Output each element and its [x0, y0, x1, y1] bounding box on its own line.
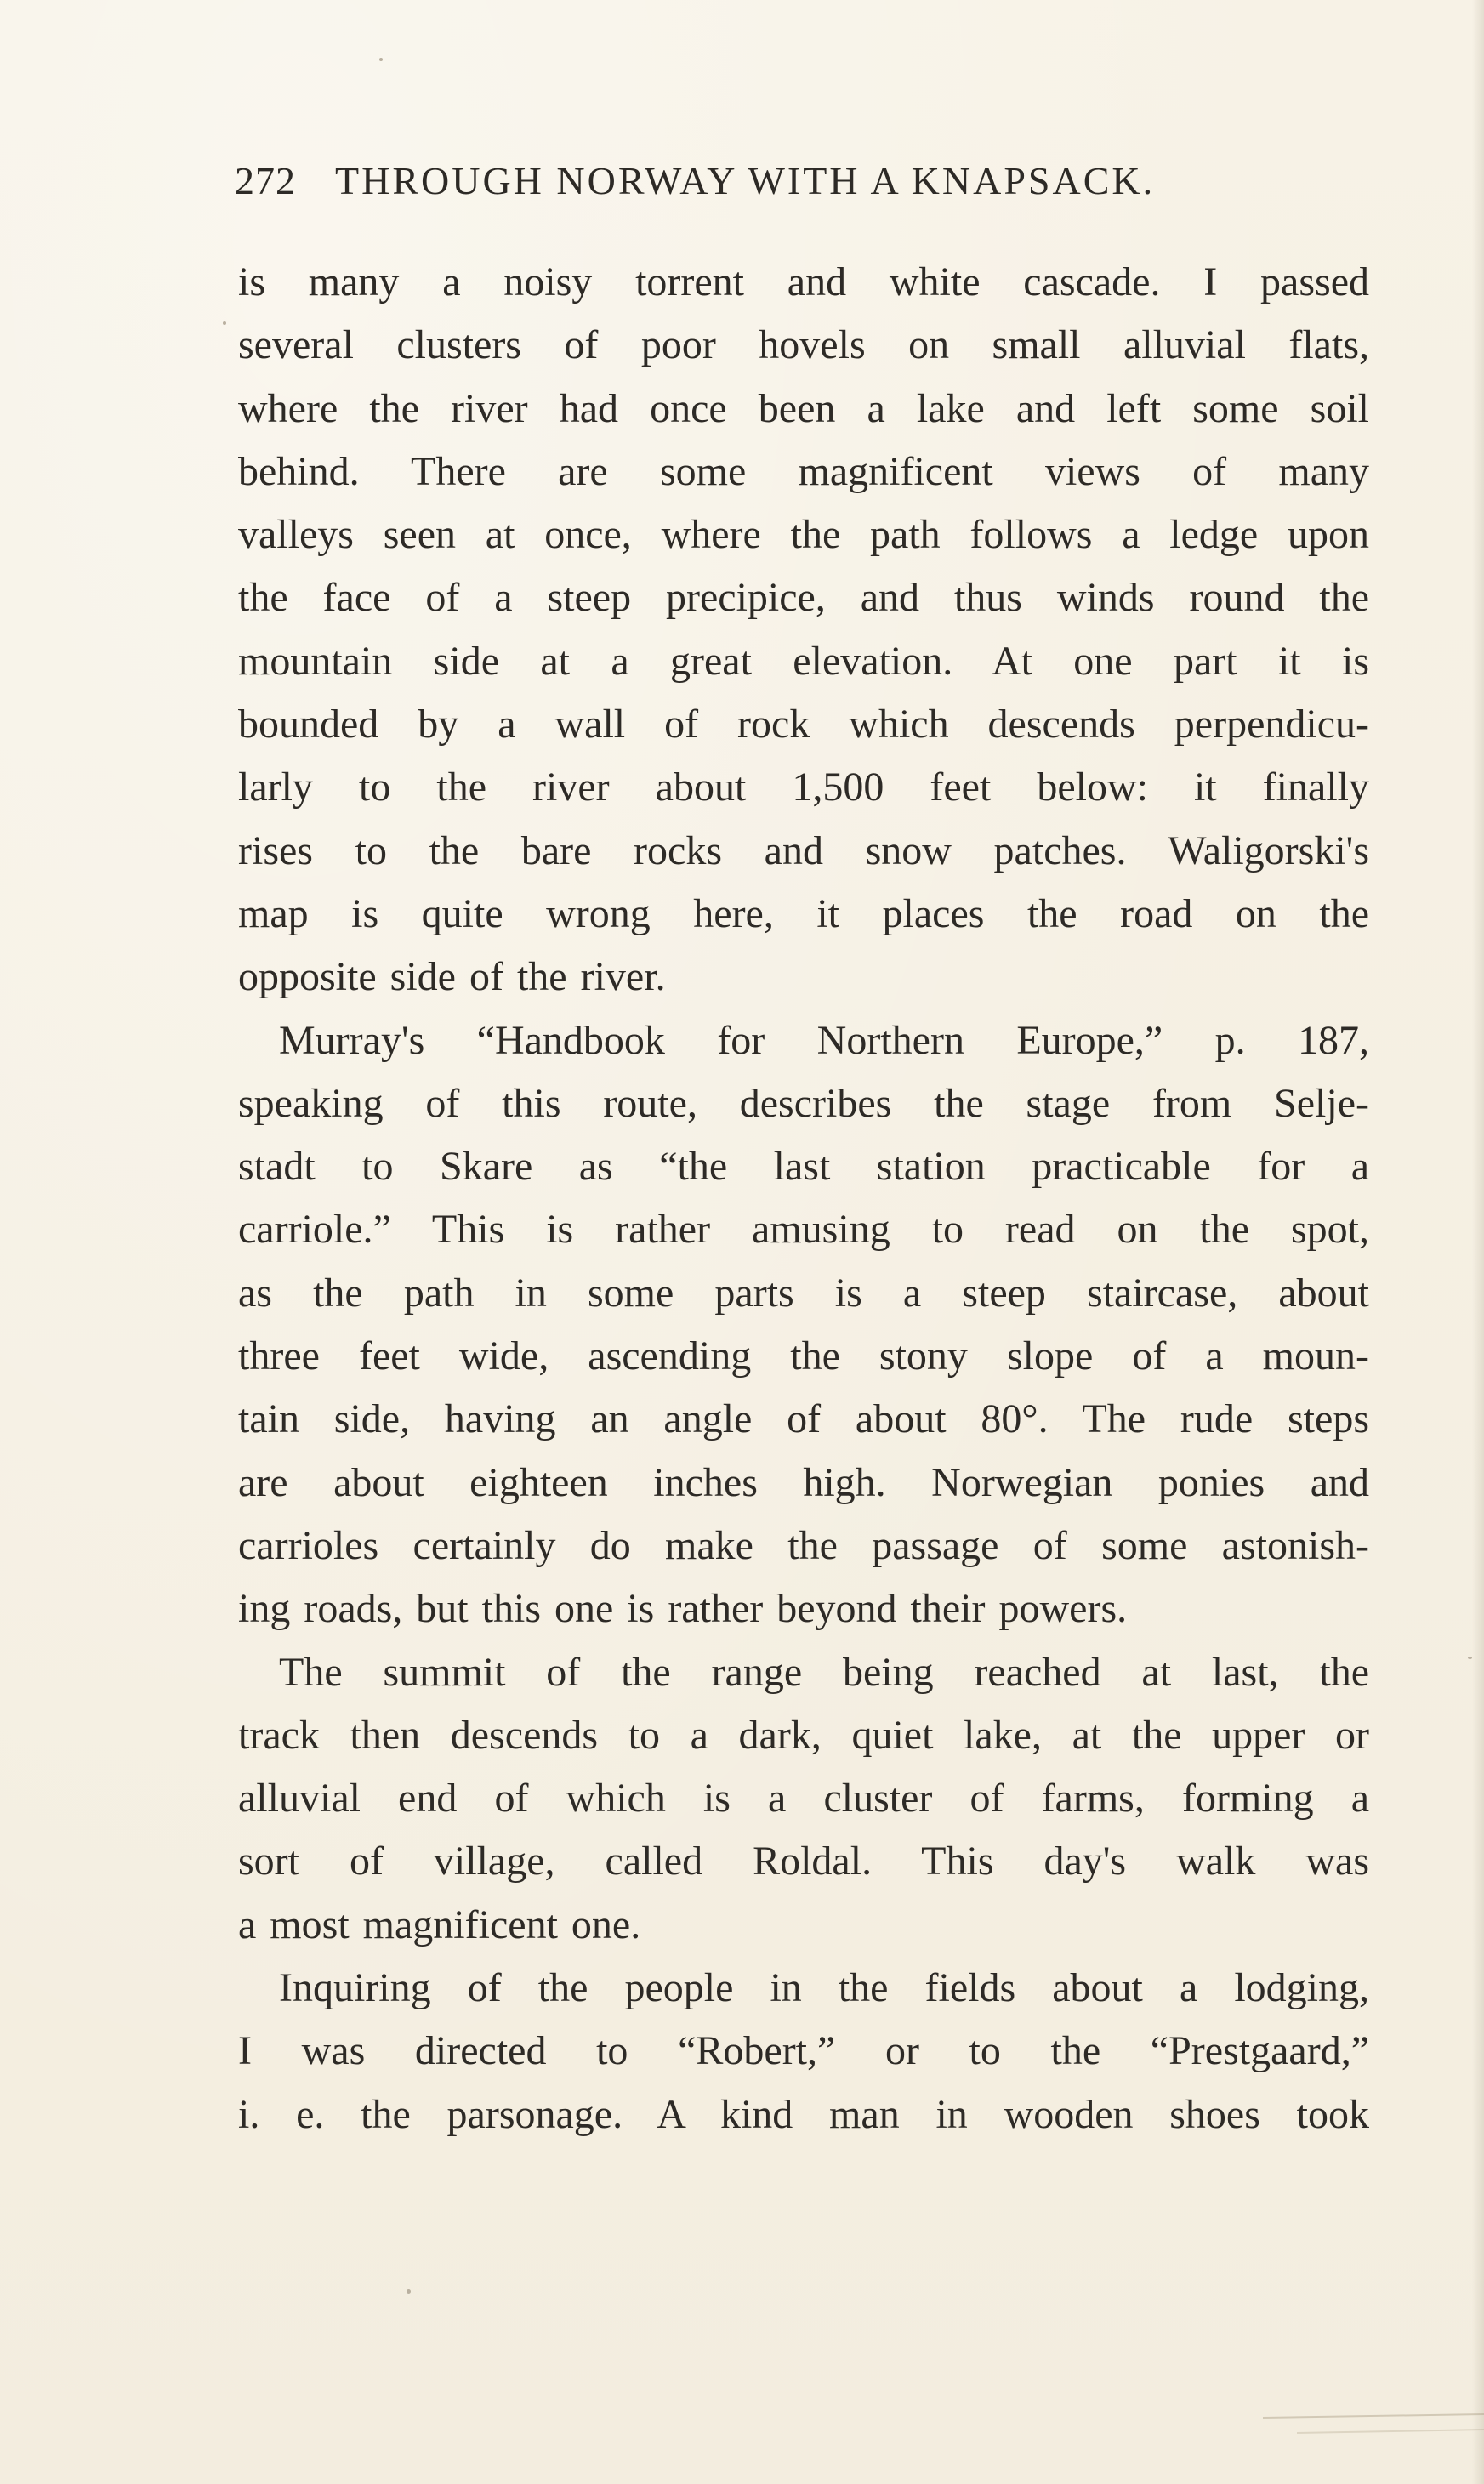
text-line-15: stadt to Skare as “the last station practicable for a — [238, 1144, 1369, 1190]
text-line-16: carriole.” This is rather amusing to read on the spot, — [238, 1207, 1369, 1253]
text-line-23: The summit of the range being reached at last, the — [279, 1649, 1369, 1695]
text-line-30: i. e. the parsonage. A kind man in wooden shoes took — [238, 2091, 1369, 2137]
text-line-29: I was directed to “Robert,” or to the “Prestgaard,” — [238, 2028, 1369, 2074]
text-line-2: several clusters of poor hovels on small alluvial flats, — [238, 322, 1369, 368]
paper-speck — [223, 321, 226, 325]
text-line-5: valleys seen at once, where the path follows a ledge upon — [238, 512, 1369, 558]
text-line-27: a most magnificent one. — [238, 1901, 641, 1947]
text-line-26: sort of village, called Roldal. This day's walk was — [238, 1839, 1369, 1884]
text-line-21: carrioles certainly do make the passage of some astonish- — [238, 1522, 1369, 1568]
text-line-18: three feet wide, ascending the stony slope of a moun- — [238, 1333, 1369, 1379]
text-line-11: map is quite wrong here, it places the road on the — [238, 890, 1369, 936]
text-line-25: alluvial end of which is a cluster of farms, forming a — [238, 1776, 1369, 1822]
text-line-22: ing roads, but this one is rather beyond their powers. — [238, 1586, 1128, 1632]
page-number: 272 — [235, 159, 296, 202]
text-line-12: opposite side of the river. — [238, 954, 666, 1000]
text-line-10: rises to the bare rocks and snow patches. Waligorski's — [238, 827, 1369, 873]
page-edge-lines — [1263, 2399, 1484, 2450]
page-edge-shadow — [1472, 0, 1484, 2484]
text-line-8: bounded by a wall of rock which descends perpendicu- — [238, 702, 1369, 747]
text-line-17: as the path in some parts is a steep staircase, about — [238, 1270, 1369, 1316]
text-line-6: the face of a steep precipice, and thus winds round the — [238, 575, 1369, 621]
running-title: THROUGH NORWAY WITH A KNAPSACK. — [335, 159, 1156, 202]
text-line-14: speaking of this route, describes the stage from Selje- — [238, 1080, 1369, 1126]
text-line-1: is many a noisy torrent and white cascade. I passed — [238, 259, 1369, 304]
text-line-9: larly to the river about 1,500 feet below: it finally — [238, 765, 1369, 810]
text-line-19: tain side, having an angle of about 80°. The rude steps — [238, 1396, 1369, 1442]
text-line-28: Inquiring of the people in the fields about a lodging, — [279, 1965, 1369, 2011]
text-line-7: mountain side at a great elevation. At one part it is — [238, 638, 1369, 684]
text-line-3: where the river had once been a lake and left some soil — [238, 385, 1369, 431]
text-line-24: track then descends to a dark, quiet lake, at the upper or — [238, 1712, 1369, 1758]
text-line-20: are about eighteen inches high. Norwegian ponies and — [238, 1459, 1369, 1505]
paper-speck — [379, 58, 383, 61]
text-line-4: behind. There are some magnificent views of many — [238, 448, 1369, 494]
body-text — [238, 251, 1369, 2146]
text-line-13: Murray's “Handbook for Northern Europe,” p. 187, — [279, 1017, 1369, 1063]
running-head — [235, 158, 1247, 218]
paper-speck — [407, 2289, 411, 2294]
